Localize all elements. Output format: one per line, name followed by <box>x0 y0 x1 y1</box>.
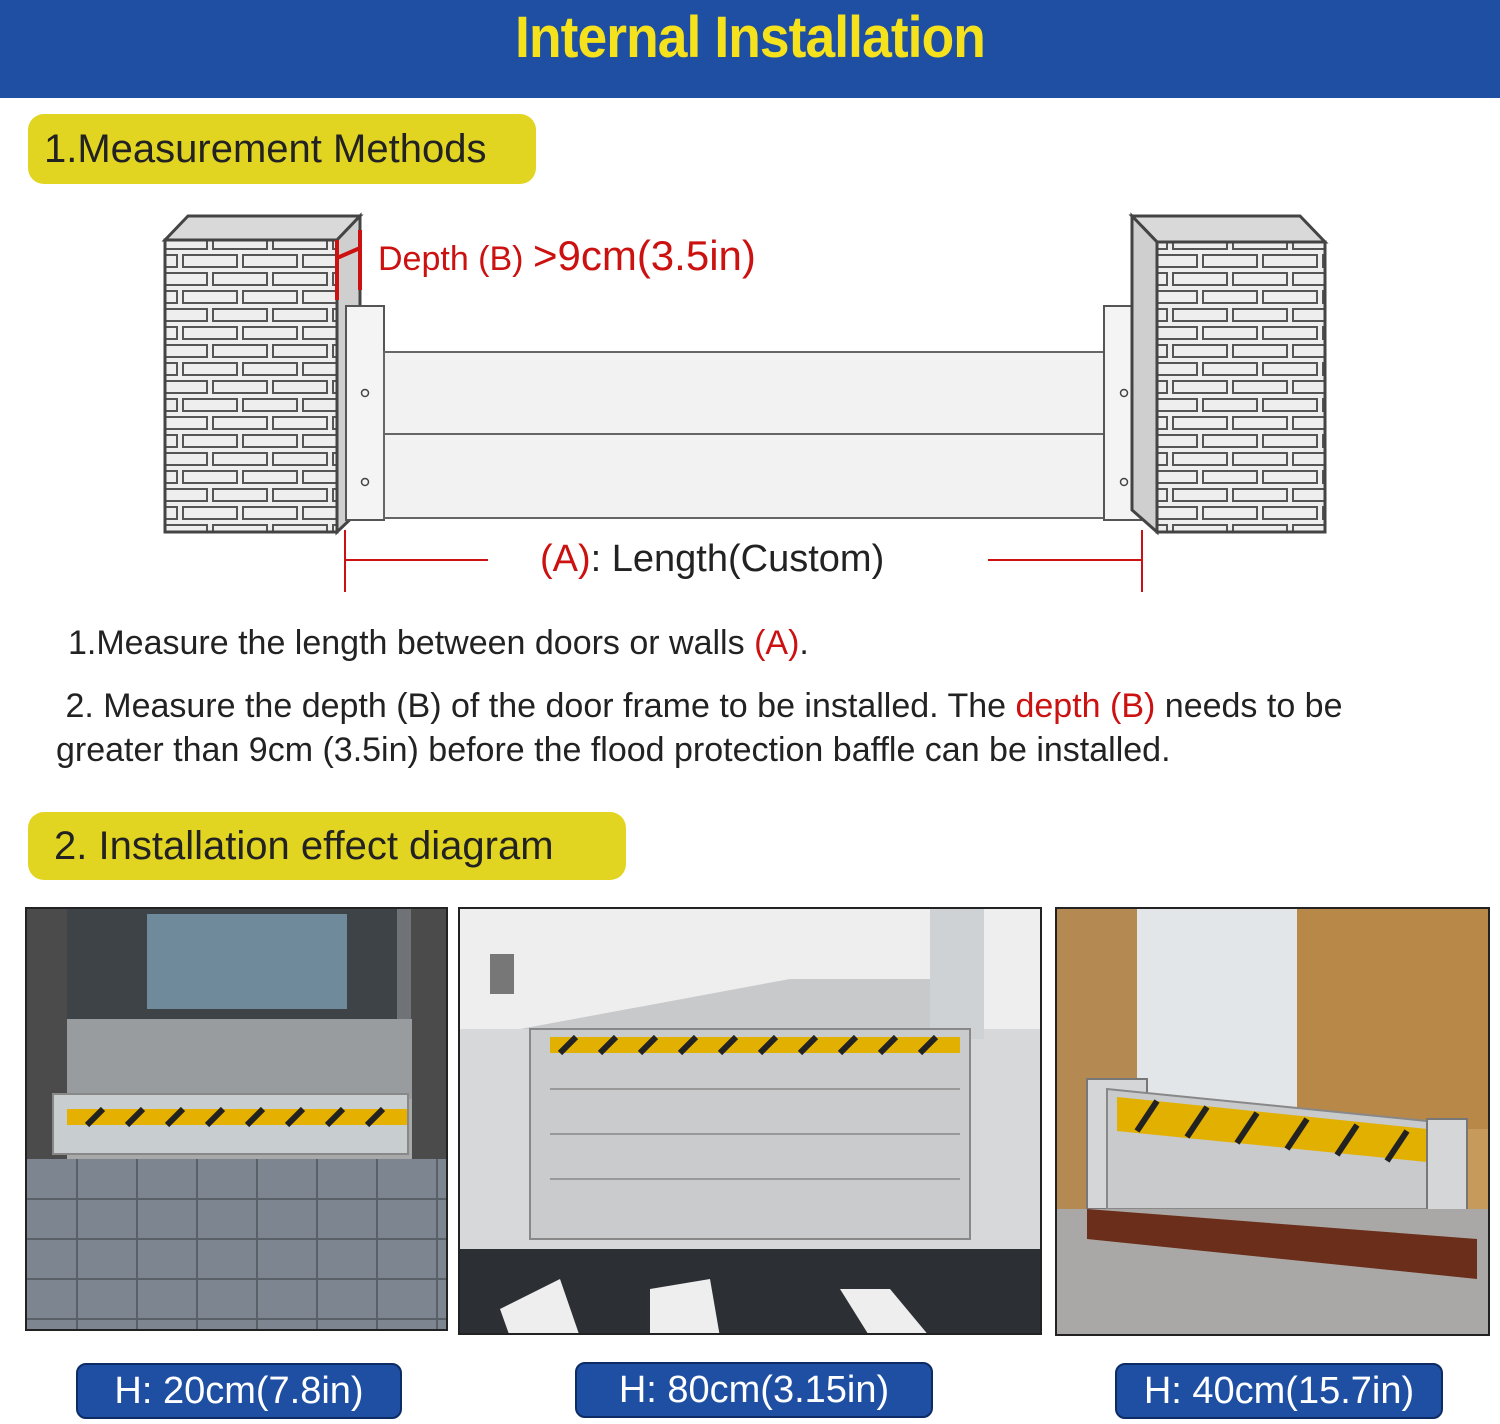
measurement-diagram <box>0 0 1500 600</box>
right-brick-pillar <box>1132 216 1325 532</box>
installation-photo-2 <box>458 907 1042 1335</box>
depth-label-value: >9cm(3.5in) <box>532 232 756 279</box>
left-post <box>346 306 384 520</box>
page-title: Internal Installation <box>515 5 985 70</box>
section-label-installation: 2. Installation effect diagram <box>28 812 626 880</box>
instruction-step-2: 2. Measure the depth (B) of the door frame to be installed. The depth (B) needs to be greater than 9cm (3.5in) before the flood protection baffle can be installed. <box>56 687 1343 769</box>
height-badge-2: H: 80cm(3.15in) <box>575 1362 933 1418</box>
installation-photo-3-image <box>1057 909 1490 1336</box>
baffle-panels <box>384 352 1104 518</box>
depth-label-prefix: Depth (B) <box>378 240 533 278</box>
length-label-text: : Length(Custom) <box>590 538 885 580</box>
length-label <box>540 538 884 581</box>
installation-photo-1-image <box>27 909 448 1331</box>
installation-photo-3 <box>1055 907 1490 1336</box>
instruction-step-1: 1.Measure the length between doors or walls (A). <box>68 624 809 662</box>
left-brick-pillar <box>165 216 360 532</box>
height-badge-1: H: 20cm(7.8in) <box>76 1363 402 1419</box>
length-label-a: (A) <box>540 538 591 580</box>
height-badge-3: H: 40cm(15.7in) <box>1115 1363 1443 1419</box>
installation-photo-1 <box>25 907 448 1331</box>
installation-photo-2-image <box>460 909 1042 1335</box>
section-label-measurement: 1.Measurement Methods <box>28 114 536 184</box>
depth-label <box>378 232 756 280</box>
